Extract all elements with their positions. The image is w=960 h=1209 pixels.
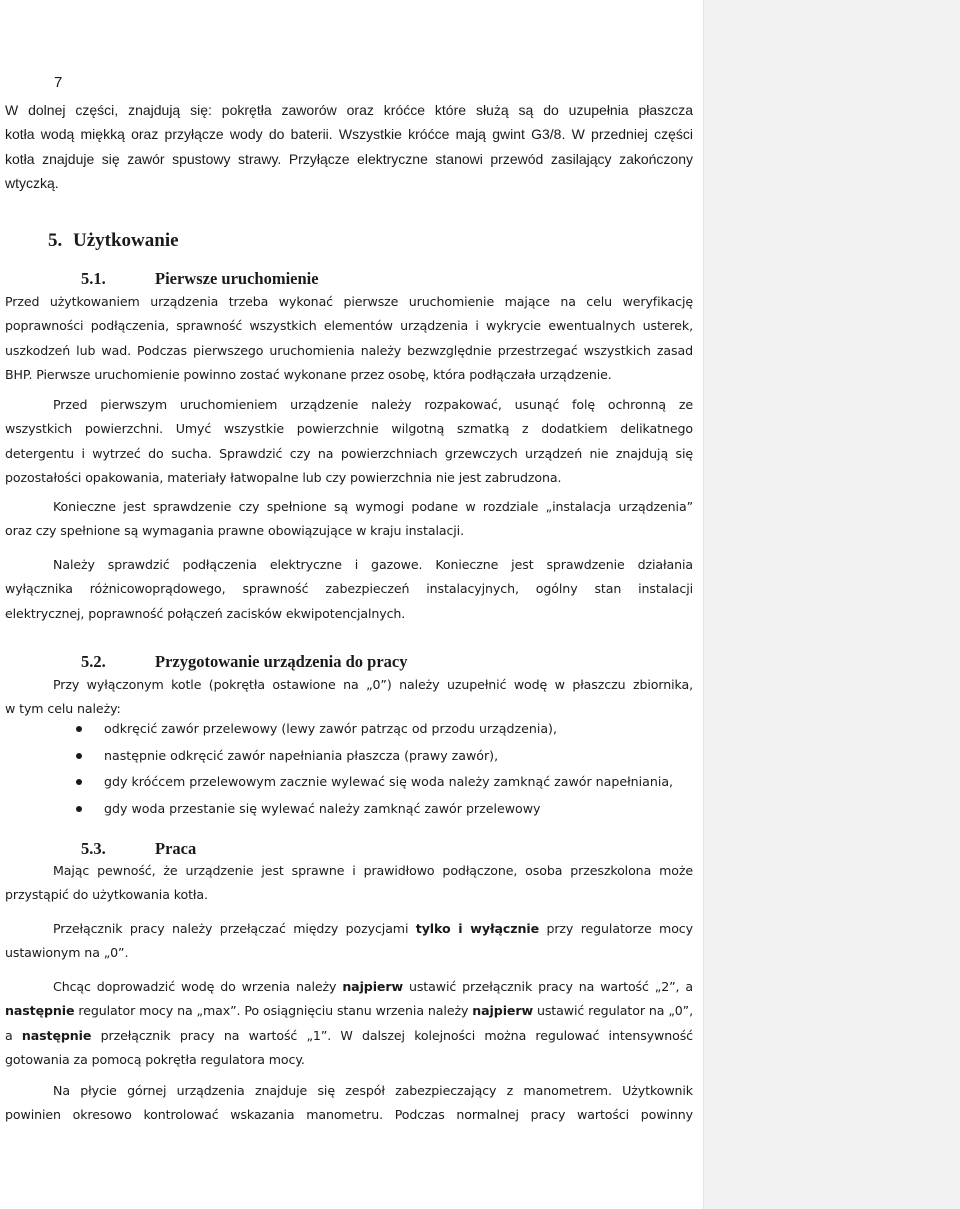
text-run: ustawić regulator na „0”, — [533, 1003, 694, 1019]
bold-text: następnie — [21, 1027, 92, 1043]
text-line: wszystkich powierzchni. Umyć wszystkie powierzchnie wilgotną szmatką z dodatkiem delikatnego — [5, 421, 693, 437]
text-line: gotowania za pomocą pokrętła regulatora mocy. — [5, 1052, 305, 1068]
heading-title: Praca — [155, 839, 197, 858]
text-run: regulator mocy na „max”. Po osiągnięciu stanu wrzenia należy — [74, 1003, 473, 1019]
heading-section-5 — [48, 229, 179, 253]
paragraph-5-3-a — [5, 859, 693, 908]
text-line: oraz czy spełnione są wymagania prawne obowiązujące w kraju instalacji. — [5, 523, 464, 539]
text-run: ustawić przełącznik pracy na wartość „2”, a — [403, 979, 694, 994]
paragraph-5-2-a — [5, 673, 693, 722]
text-line: detergentu i wytrzeć do sucha. Sprawdzić czy na powierzchniach grzewczych urządzeń nie znajdują się — [5, 445, 693, 461]
list-item-text: gdy woda przestanie się wylewać należy zamknąć zawór przelewowy — [104, 800, 541, 816]
list-item — [74, 797, 694, 824]
text-line: ustawionym na „0”. — [5, 945, 129, 961]
text-line: poprawności podłączenia, sprawność wszystkich elementów urządzenia i wykrycie ewentualnych usterek, — [5, 318, 693, 334]
text-line: pozostałości opakowania, materiały łatwopalne lub czy powierzchnia nie jest zabrudzona. — [5, 470, 562, 486]
bold-text: następnie — [5, 1003, 75, 1019]
bold-text: najpierw — [472, 1003, 533, 1019]
text-line: Konieczne jest sprawdzenie czy spełnione są wymogi podane w rozdziale „instalacja urządzenia” — [53, 499, 693, 514]
paragraph-5-1-b — [5, 393, 693, 491]
intro-line: kotła znajduje się zawór spustowy strawy. Przyłącze elektryczne stanowi przewód zasilający zakończony — [5, 150, 693, 167]
paragraph-5-1-d — [5, 553, 693, 626]
text-line: przystąpić do użytkowania kotła. — [5, 887, 208, 903]
text-run: przy regulatorze mocy — [539, 921, 693, 936]
intro-line: wtyczką. — [5, 175, 59, 192]
heading-section-5-2 — [81, 651, 408, 673]
text-run: przełącznik pracy na wartość „1”. W dalszej kolejności można regulować intensywność — [91, 1027, 693, 1043]
text-line — [5, 1024, 693, 1048]
text-line: wyłącznika różnicowoprądowego, sprawność zabezpieczeń instalacyjnych, ogólny stan instalacji — [5, 581, 693, 597]
text-line — [5, 975, 693, 999]
paragraph-5-3-b — [5, 917, 693, 966]
text-line: powinien okresowo kontrolować wskazania manometru. Podczas normalnej pracy wartości powinny — [5, 1107, 693, 1123]
heading-number: 5.2. — [81, 652, 106, 671]
text-line: w tym celu należy: — [5, 701, 121, 717]
bold-text: tylko i wyłącznie — [415, 921, 540, 936]
list-item-text: odkręcić zawór przelewowy (lewy zawór patrząc od przodu urządzenia), — [104, 721, 557, 736]
heading-title: Pierwsze uruchomienie — [155, 269, 319, 288]
list-item-text: następnie odkręcić zawór napełniania płaszcza (prawy zawór), — [104, 747, 499, 763]
list-item — [74, 717, 694, 744]
intro-line: kotła wodą miękką oraz przyłącze wody do baterii. Wszystkie króćce mają gwint G3/8. W przedniej części — [5, 126, 693, 143]
page-number: 7 — [54, 74, 63, 91]
text-line: Mając pewność, że urządzenie jest sprawne i prawidłowo podłączone, osoba przeszkolona może — [53, 863, 693, 878]
paragraph-5-3-d — [5, 1079, 693, 1128]
text-line: uszkodzeń lub wad. Podczas pierwszego uruchomienia należy bezwzględnie przestrzegać wszystkich zasad — [5, 342, 693, 358]
text-line: Przed użytkowaniem urządzenia trzeba wykonać pierwsze uruchomienie mające na celu weryfikację — [5, 294, 693, 309]
paragraph-5-3-c — [5, 975, 693, 1073]
list-item — [74, 770, 694, 797]
heading-title: Użytkowanie — [73, 230, 179, 251]
text-line: BHP. Pierwsze uruchomienie powinno zostać wykonane przez osobę, która podłączała urządzenie. — [5, 367, 612, 383]
heading-title: Przygotowanie urządzenia do pracy — [155, 652, 408, 671]
text-run: Chcąc doprowadzić wodę do wrzenia należy — [53, 979, 343, 994]
bullet-icon — [76, 726, 82, 732]
text-line: Należy sprawdzić podłączenia elektryczne i gazowe. Konieczne jest sprawdzenie działania — [53, 557, 693, 572]
text-line — [5, 999, 693, 1023]
text-line: Przy wyłączonym kotle (pokrętła ostawione na „0”) należy uzupełnić wodę w płaszczu zbiornika, — [53, 677, 693, 692]
comment-pane — [703, 0, 960, 1209]
heading-section-5-1 — [81, 268, 319, 290]
intro-line: W dolnej części, znajdują się: pokrętła zaworów oraz króćce które służą są do uzupełnia płaszcza — [5, 102, 693, 118]
bullet-list — [74, 717, 694, 823]
list-item — [74, 744, 694, 771]
bullet-icon — [76, 779, 82, 785]
text-line: Na płycie górnej urządzenia znajduje się zespół zabezpieczający z manometrem. Użytkownik — [53, 1083, 693, 1098]
bullet-icon — [76, 806, 82, 812]
paragraph-5-1-a — [5, 290, 693, 388]
heading-section-5-3 — [81, 838, 196, 860]
intro-paragraph — [5, 98, 693, 196]
text-line: Przed pierwszym uruchomieniem urządzenie należy rozpakować, usunąć folę ochronną ze — [53, 397, 693, 412]
text-run: a — [5, 1027, 22, 1043]
bullet-icon — [76, 753, 82, 759]
paragraph-5-1-c — [5, 495, 693, 544]
text-run: Przełącznik pracy należy przełączać między pozycjami — [53, 921, 416, 936]
bold-text: najpierw — [342, 979, 404, 994]
text-line: elektrycznej, poprawność połączeń zacisków ekwipotencjalnych. — [5, 605, 406, 621]
heading-number: 5.3. — [81, 839, 106, 858]
text-line — [5, 917, 693, 941]
heading-number: 5. — [48, 230, 63, 251]
heading-number: 5.1. — [81, 269, 106, 288]
list-item-text: gdy króćcem przelewowym zacznie wylewać się woda należy zamknąć zawór napełniania, — [104, 774, 674, 789]
